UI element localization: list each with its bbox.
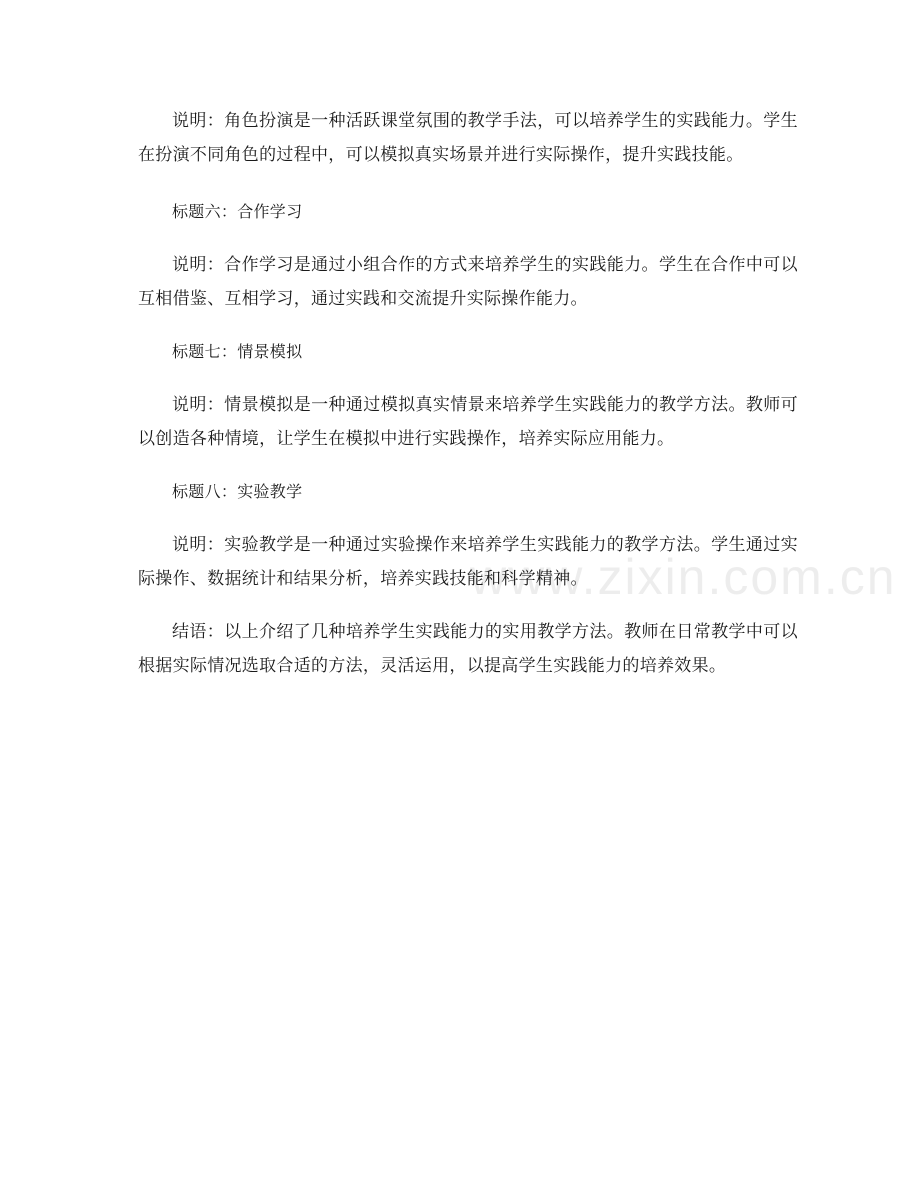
paragraph-scenario-simulation: 说明：情景模拟是一种通过模拟真实情景来培养学生实践能力的教学方法。教师可以创造各种情境，让学生在模拟中进行实践操作，培养实际应用能力。 bbox=[138, 395, 798, 449]
paragraph-cooperative-learning: 说明：合作学习是通过小组合作的方式来培养学生的实践能力。学生在合作中可以互相借鉴、互相学习，通过实践和交流提升实际操作能力。 bbox=[138, 255, 798, 309]
heading-cooperative-learning: 标题六：合作学习 bbox=[172, 202, 303, 221]
heading-experiment-teaching: 标题八：实验教学 bbox=[172, 482, 303, 501]
document-body bbox=[138, 104, 798, 683]
paragraph-experiment-teaching: 说明：实验教学是一种通过实验操作来培养学生实践能力的教学方法。学生通过实际操作、数据统计和结果分析，培养实践技能和科学精神。 bbox=[138, 535, 798, 589]
watermark: www.zixin.com.cn bbox=[470, 549, 897, 605]
paragraph-conclusion: 结语：以上介绍了几种培养学生实践能力的实用教学方法。教师在日常教学中可以根据实际情况选取合适的方法，灵活运用，以提高学生实践能力的培养效果。 bbox=[138, 622, 798, 676]
heading-scenario-simulation: 标题七：情景模拟 bbox=[172, 342, 303, 361]
paragraph-role-play: 说明：角色扮演是一种活跃课堂氛围的教学手法，可以培养学生的实践能力。学生在扮演不同角色的过程中，可以模拟真实场景并进行实际操作，提升实践技能。 bbox=[138, 111, 798, 165]
